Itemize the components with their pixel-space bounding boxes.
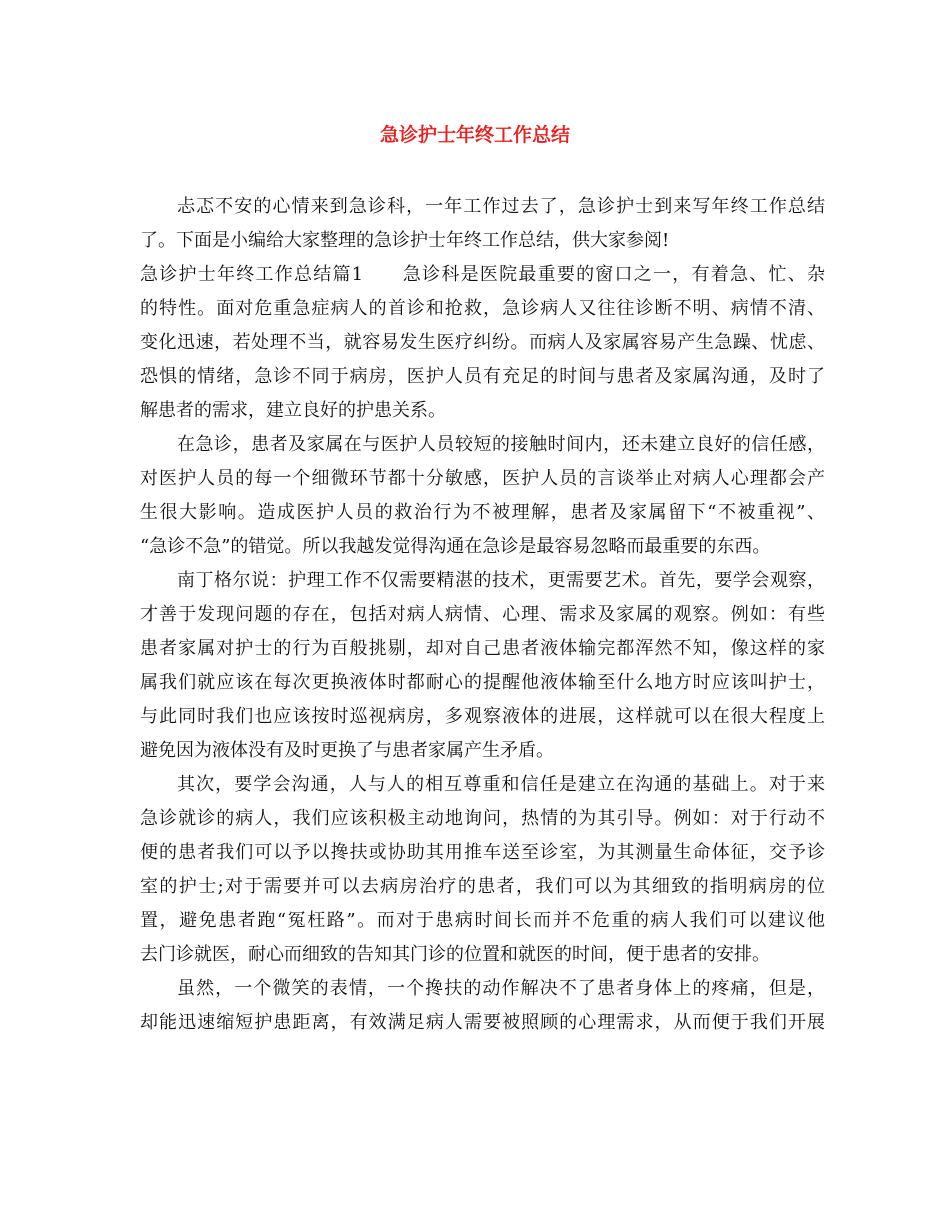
text-line: 去门诊就医，耐心而细致的告知其门诊的位置和就医的时间，便于患者的安排。	[140, 944, 770, 965]
text-line: 忐忑不安的心情来到急诊科，一年工作过去了，急诊护士到来写年终工作总结	[177, 196, 825, 217]
text-line: 了。下面是小编给大家整理的急诊护士年终工作总结，供大家参阅!	[140, 230, 670, 251]
text-line: 生很大影响。造成医护人员的救治行为不被理解，患者及家属留下“不被重视”、	[140, 502, 825, 523]
text-line: 虽然，一个微笑的表情，一个搀扶的动作解决不了患者身体上的疼痛，但是，	[177, 978, 825, 999]
text-line: 室的护士;对于需要并可以去病房治疗的患者，我们可以为其细致的指明病房的位	[140, 876, 825, 897]
document-title: 急诊护士年终工作总结	[379, 124, 570, 146]
text-line: 南丁格尔说：护理工作不仅需要精湛的技术，更需要艺术。首先，要学会观察，	[177, 570, 825, 591]
text-line: 才善于发现问题的存在，包括对病人病情、心理、需求及家属的观察。例如：有些	[140, 604, 825, 625]
text-line: 对医护人员的每一个细微环节都十分敏感，医护人员的言谈举止对病人心理都会产	[140, 468, 825, 489]
text-line: 与此同时我们也应该按时巡视病房，多观察液体的进展，这样就可以在很大程度上	[140, 706, 825, 727]
text-line: 避免因为液体没有及时更换了与患者家属产生矛盾。	[140, 740, 554, 761]
text-line: 患者家属对护士的行为百般挑剔，却对自己患者液体输完都浑然不知，像这样的家	[140, 638, 825, 659]
text-line: 急诊就诊的病人，我们应该积极主动地询问，热情的为其引导。例如：对于行动不	[140, 808, 825, 829]
text-line: 置，避免患者跑“冤枉路”。而对于患病时间长而并不危重的病人我们可以建议他	[140, 910, 825, 931]
text-line: 解患者的需求，建立良好的护患关系。	[140, 400, 446, 421]
document-body	[140, 190, 825, 1040]
text-line: 恐惧的情绪，急诊不同于病房，医护人员有充足的时间与患者及家属沟通，及时了	[140, 366, 825, 387]
text-line: 其次，要学会沟通，人与人的相互尊重和信任是建立在沟通的基础上。对于来	[177, 774, 825, 795]
text-line: 却能迅速缩短护患距离，有效满足病人需要被照顾的心理需求，从而便于我们开展	[140, 1012, 825, 1033]
text-line: 属我们就应该在每次更换液体时都耐心的提醒他液体输至什么地方时应该叫护士，	[140, 672, 825, 693]
text-line: 的特性。面对危重急症病人的首诊和抢救，急诊病人又往往诊断不明、病情不清、	[140, 298, 825, 319]
text-line: “急诊不急”的错觉。所以我越发觉得沟通在急诊是最容易忽略而最重要的东西。	[140, 536, 771, 557]
text-line: 便的患者我们可以予以搀扶或协助其用推车送至诊室，为其测量生命体征，交予诊	[140, 842, 825, 863]
text-line: 急诊护士年终工作总结篇1 急诊科是医院最重要的窗口之一，有着急、忙、杂	[140, 264, 825, 285]
text-line: 在急诊，患者及家属在与医护人员较短的接触时间内，还未建立良好的信任感，	[177, 434, 825, 455]
text-line: 变化迅速，若处理不当，就容易发生医疗纠纷。而病人及家属容易产生急躁、忧虑、	[140, 332, 825, 353]
